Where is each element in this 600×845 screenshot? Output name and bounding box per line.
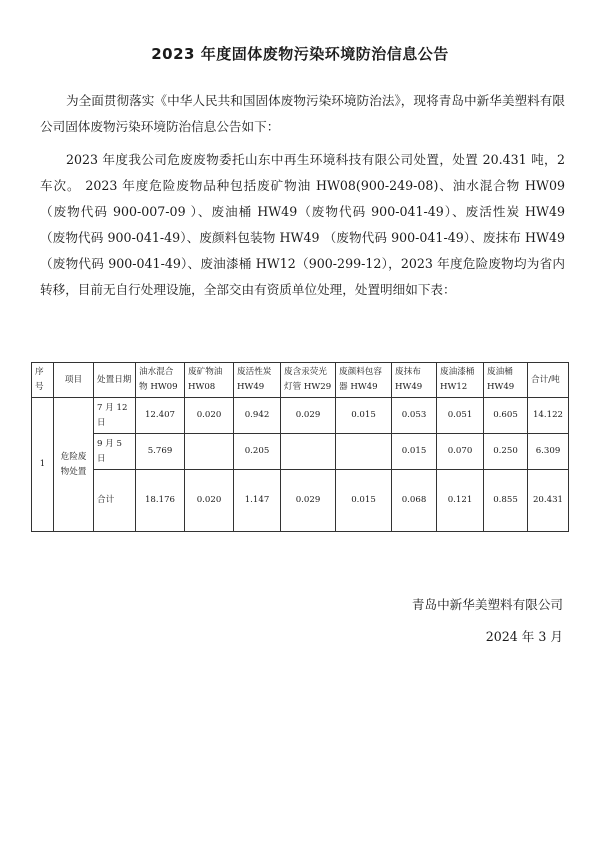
table-row <box>32 398 569 434</box>
seq-cell: 1 <box>32 398 54 532</box>
table-total-row <box>32 470 569 532</box>
signature-company: 青岛中新华美塑料有限公司 <box>411 597 563 612</box>
value-cell: 12.407 <box>136 398 185 434</box>
details-paragraph: 2023 年度我公司危废废物委托山东中再生环境科技有限公司处置，处置 20.431 吨，2 车次。 2023 年度危险废物品种包括废矿物油 HW08(900-249-08)、油水混合物 HW09（废物代码 900-007-09 ）、废油桶 HW49（废物代码 900-041-49）、废活性炭 HW49 （废物代码 900-041-49）、废颜料包装物 HW49 （废物代码 900-041-49）、废抹布 HW49 （废物代码 900-041-49）、废油漆桶 HW12（900-299-12），2023 年度危险废物均为省内转移，目前无自行处理设施，全部交由有资质单位处理，处置明细如下表： <box>40 152 565 297</box>
header-cell: 废颜料包容器 HW49 <box>336 363 392 398</box>
item-cell: 危险废物处置 <box>54 398 94 532</box>
value-cell <box>336 434 392 470</box>
value-cell: 0.015 <box>336 398 392 434</box>
value-cell: 0.029 <box>281 398 336 434</box>
header-cell: 废含汞荧光灯管 HW29 <box>281 363 336 398</box>
header-cell: 油水混合物 HW09 <box>136 363 185 398</box>
value-cell: 0.015 <box>392 434 437 470</box>
table-row <box>32 434 569 470</box>
date-cell: 9 月 5 日 <box>94 434 136 470</box>
value-cell: 20.431 <box>528 470 569 532</box>
value-cell: 0.029 <box>281 470 336 532</box>
value-cell: 0.051 <box>437 398 484 434</box>
header-cell: 废抹布 HW49 <box>392 363 437 398</box>
value-cell: 6.309 <box>528 434 569 470</box>
header-cell: 处置日期 <box>94 363 136 398</box>
value-cell: 0.070 <box>437 434 484 470</box>
value-cell: 0.020 <box>185 470 234 532</box>
header-cell: 序号 <box>32 363 54 398</box>
value-cell: 0.020 <box>185 398 234 434</box>
value-cell: 0.855 <box>484 470 528 532</box>
header-cell: 项目 <box>54 363 94 398</box>
value-cell <box>185 434 234 470</box>
value-cell: 0.068 <box>392 470 437 532</box>
value-cell: 0.205 <box>234 434 281 470</box>
value-cell: 18.176 <box>136 470 185 532</box>
total-label-cell: 合计 <box>94 470 136 532</box>
value-cell: 0.605 <box>484 398 528 434</box>
header-cell: 合计/吨 <box>528 363 569 398</box>
value-cell <box>281 434 336 470</box>
value-cell: 1.147 <box>234 470 281 532</box>
value-cell: 14.122 <box>528 398 569 434</box>
header-cell: 废油漆桶 HW12 <box>437 363 484 398</box>
value-cell: 0.121 <box>437 470 484 532</box>
signature-date: 2024 年 3 月 <box>485 629 563 644</box>
header-cell: 废矿物油 HW08 <box>185 363 234 398</box>
header-cell: 废油桶 HW49 <box>484 363 528 398</box>
disposal-table <box>31 362 569 532</box>
date-cell: 7 月 12 日 <box>94 398 136 434</box>
value-cell: 0.250 <box>484 434 528 470</box>
value-cell: 0.015 <box>336 470 392 532</box>
header-cell: 废活性炭 HW49 <box>234 363 281 398</box>
document-title: 2023 年度固体废物污染环境防治信息公告 <box>151 45 449 63</box>
intro-paragraph: 为全面贯彻落实《中华人民共和国固体废物污染环境防治法》，现将青岛中新华美塑料有限公司固体废物污染环境防治信息公告如下： <box>40 93 565 134</box>
value-cell: 0.942 <box>234 398 281 434</box>
table-header-row <box>32 363 569 398</box>
value-cell: 5.769 <box>136 434 185 470</box>
value-cell: 0.053 <box>392 398 437 434</box>
